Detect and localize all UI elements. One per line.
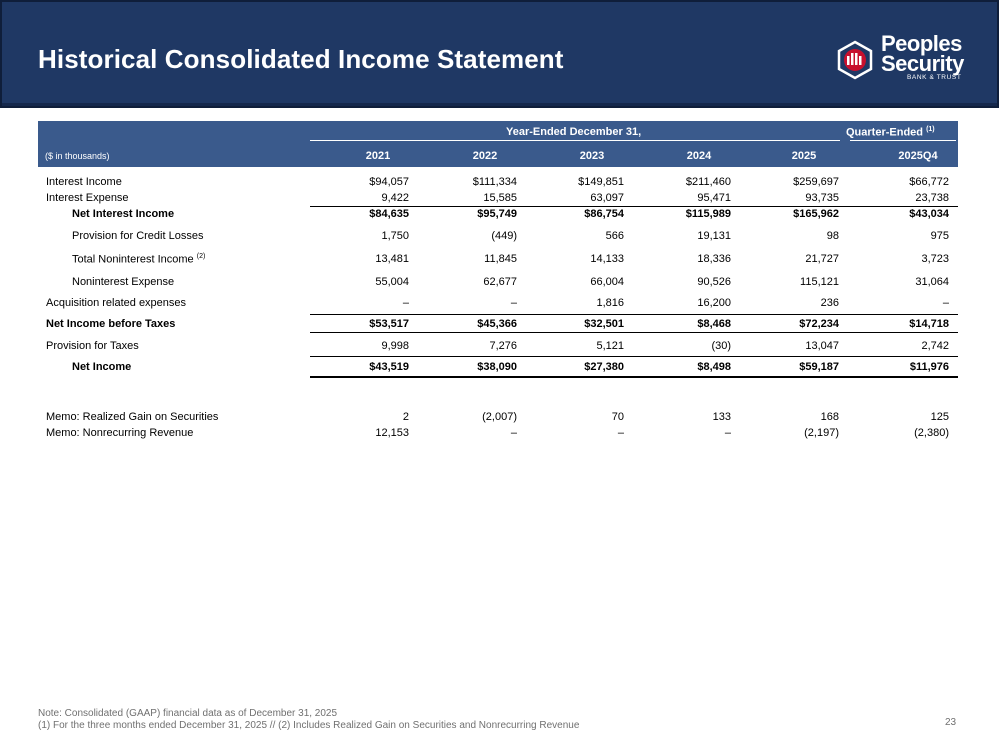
footnotes	[38, 708, 579, 732]
quarter-group-underline	[850, 140, 956, 141]
page-number: 23	[945, 717, 957, 728]
table-row	[38, 340, 958, 354]
cell-value: $27,380	[584, 361, 624, 373]
subtotal-rule	[310, 314, 958, 315]
cell-value: 95,471	[697, 192, 731, 204]
cell-value: –	[510, 427, 517, 439]
units-label: ($ in thousands)	[45, 151, 110, 161]
subtotal-rule	[310, 356, 958, 357]
cell-value: $43,034	[909, 208, 949, 220]
table-group-header	[38, 121, 958, 143]
cell-value: $38,090	[477, 361, 517, 373]
cell-value: 23,738	[915, 192, 949, 204]
column-header-2024: 2024	[686, 150, 712, 162]
table-row	[38, 318, 958, 332]
header-divider	[2, 103, 997, 106]
column-header-2021: 2021	[365, 150, 391, 162]
logo-name-line2: Security	[881, 51, 964, 76]
cell-value: $14,718	[909, 318, 949, 330]
year-group-underline	[310, 140, 840, 141]
column-header-2025q4: 2025Q4	[898, 150, 938, 162]
row-label	[72, 253, 205, 266]
cell-value: 125	[930, 411, 949, 423]
table-column-header	[38, 143, 958, 167]
cell-value: $84,635	[369, 208, 409, 220]
bank-logo	[835, 31, 980, 88]
cell-value: 3,723	[921, 253, 949, 265]
logo-subtitle: BANK & TRUST	[907, 74, 962, 81]
cell-value: $66,772	[909, 176, 949, 188]
shield-logo-icon	[835, 40, 875, 80]
table-row	[38, 230, 958, 244]
row-label: Noninterest Expense	[72, 276, 175, 288]
cell-value: $8,498	[697, 361, 731, 373]
cell-value: $45,366	[477, 318, 517, 330]
footnote-line: (1) For the three months ended December 31, 2025 // (2) Includes Realized Gain on Securities and Nonrecurring Revenue	[38, 720, 580, 731]
cell-value: 9,998	[381, 340, 409, 352]
cell-value: 98	[826, 230, 839, 242]
cell-value: 2,742	[921, 340, 949, 352]
row-label: Acquisition related expenses	[46, 297, 187, 309]
cell-value: –	[510, 297, 517, 309]
cell-value: 12,153	[375, 427, 409, 439]
group-header-year-ended: Year-Ended December 31,	[506, 126, 642, 138]
row-label: Memo: Realized Gain on Securities	[46, 411, 219, 423]
cell-value: $11,976	[909, 361, 949, 373]
footnote-line: Note: Consolidated (GAAP) financial data as of December 31, 2025	[38, 708, 338, 719]
table-row	[38, 176, 958, 190]
table-row	[38, 276, 958, 290]
cell-value: $115,989	[685, 208, 731, 220]
cell-value: 16,200	[697, 297, 731, 309]
quarter-footnote-marker: (1)	[926, 126, 935, 133]
cell-value: –	[724, 427, 731, 439]
table-row	[38, 411, 958, 425]
row-footnote-marker: (2)	[196, 253, 206, 260]
table-row	[38, 208, 958, 222]
cell-value: 1,816	[596, 297, 624, 309]
cell-value: 14,133	[590, 253, 624, 265]
cell-value: (2,380)	[914, 427, 949, 439]
subtotal-rule	[310, 332, 958, 333]
column-header-2025: 2025	[791, 150, 817, 162]
cell-value: 9,422	[381, 192, 409, 204]
cell-value: 21,727	[805, 253, 839, 265]
cell-value: (2,197)	[804, 427, 839, 439]
cell-value: $59,187	[799, 361, 839, 373]
cell-value: 66,004	[590, 276, 624, 288]
cell-value: $149,851	[578, 176, 624, 188]
cell-value: 5,121	[596, 340, 624, 352]
logo-name-line1: Peoples	[881, 31, 962, 56]
subtotal-rule	[310, 206, 958, 207]
column-header-2022: 2022	[472, 150, 498, 162]
cell-value: 975	[930, 230, 949, 242]
cell-value: $43,519	[369, 361, 409, 373]
cell-value: 1,750	[381, 230, 409, 242]
cell-value: 70	[611, 411, 624, 423]
cell-value: $72,234	[799, 318, 839, 330]
cell-value: $95,749	[477, 208, 517, 220]
header-banner	[0, 0, 999, 108]
row-label: Provision for Taxes	[46, 340, 139, 352]
total-double-rule	[310, 376, 958, 378]
cell-value: 62,677	[483, 276, 517, 288]
income-statement-table	[38, 121, 958, 439]
logo-wordmark	[881, 31, 964, 76]
cell-value: $86,754	[584, 208, 624, 220]
cell-value: 19,131	[697, 230, 731, 242]
row-label: Net Income	[72, 361, 132, 373]
cell-value: –	[617, 427, 624, 439]
cell-value: 566	[605, 230, 624, 242]
cell-value: 63,097	[590, 192, 624, 204]
cell-value: –	[942, 297, 949, 309]
cell-value: 2	[402, 411, 409, 423]
column-header-2023: 2023	[579, 150, 605, 162]
cell-value: 31,064	[915, 276, 949, 288]
cell-value: 13,481	[375, 253, 409, 265]
cell-value: 133	[712, 411, 731, 423]
cell-value: $165,962	[793, 208, 839, 220]
cell-value: 55,004	[375, 276, 409, 288]
cell-value: 93,735	[805, 192, 839, 204]
table-row	[38, 253, 958, 267]
cell-value: 168	[820, 411, 839, 423]
row-label: Memo: Nonrecurring Revenue	[46, 427, 194, 439]
cell-value: $259,697	[793, 176, 839, 188]
group-header-quarter-label: Quarter-Ended	[846, 126, 924, 139]
cell-value: 15,585	[483, 192, 517, 204]
group-header-quarter-ended	[846, 126, 935, 139]
row-label-text: Total Noninterest Income	[72, 253, 194, 266]
cell-value: 7,276	[489, 340, 517, 352]
table-row	[38, 427, 958, 441]
table-row	[38, 192, 958, 206]
row-label: Interest Expense	[46, 192, 129, 204]
cell-value: $211,460	[685, 176, 731, 188]
cell-value: (449)	[491, 230, 517, 242]
cell-value: $94,057	[369, 176, 409, 188]
cell-value: (30)	[711, 340, 731, 352]
row-label: Net Income before Taxes	[46, 318, 176, 330]
cell-value: 115,121	[800, 276, 839, 288]
table-row	[38, 297, 958, 311]
row-label: Net Interest Income	[72, 208, 175, 220]
table-row	[38, 361, 958, 375]
cell-value: $32,501	[584, 318, 624, 330]
cell-value: $53,517	[369, 318, 409, 330]
row-label: Provision for Credit Losses	[72, 230, 204, 242]
row-label: Interest Income	[46, 176, 122, 188]
cell-value: 18,336	[697, 253, 731, 265]
cell-value: 236	[820, 297, 839, 309]
page-title: Historical Consolidated Income Statement	[38, 44, 564, 74]
cell-value: (2,007)	[482, 411, 517, 423]
cell-value: $8,468	[697, 318, 731, 330]
cell-value: $111,334	[472, 176, 517, 188]
cell-value: 90,526	[697, 276, 731, 288]
cell-value: 11,845	[484, 253, 517, 265]
cell-value: 13,047	[805, 340, 839, 352]
cell-value: –	[402, 297, 409, 309]
